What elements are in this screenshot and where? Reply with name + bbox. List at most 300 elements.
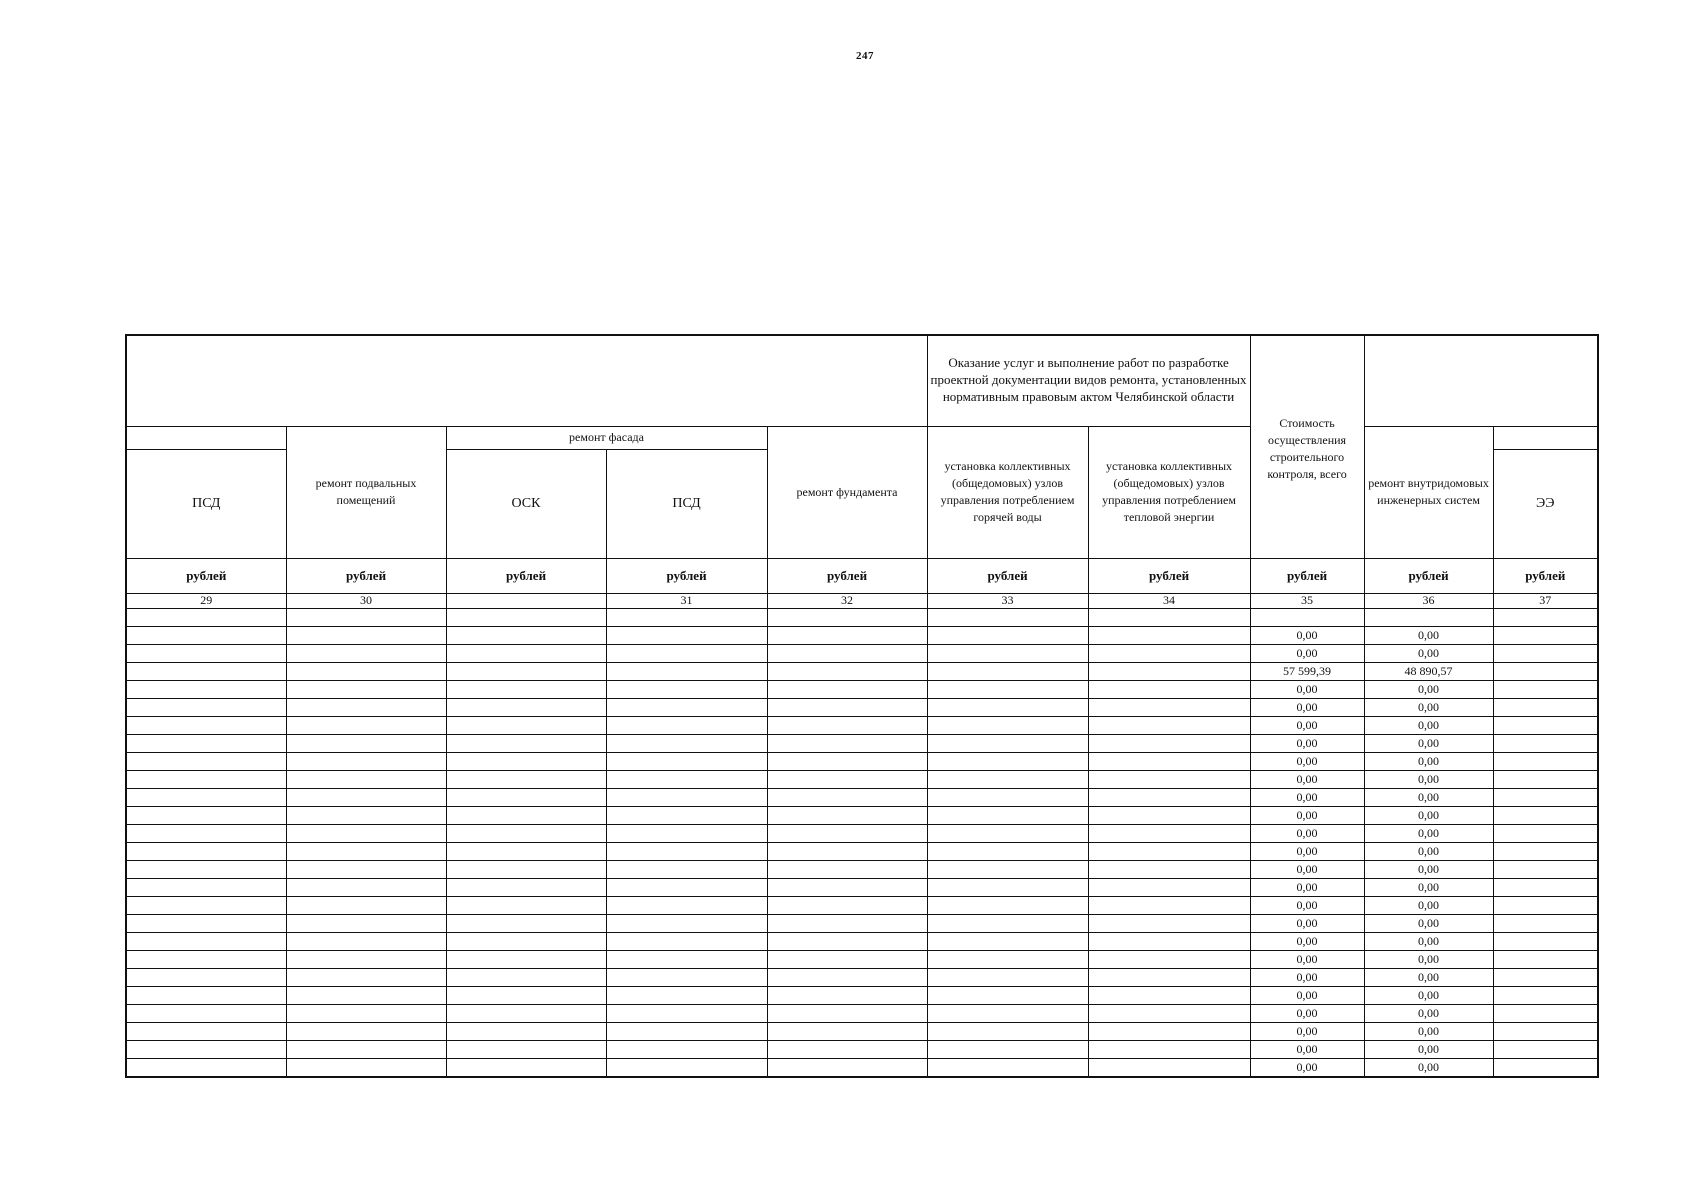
empty-cell bbox=[767, 1004, 927, 1022]
empty-cell bbox=[286, 878, 446, 896]
empty-cell bbox=[767, 986, 927, 1004]
empty-cell bbox=[446, 752, 606, 770]
internal-systems-value: 0,00 bbox=[1364, 968, 1493, 986]
empty-cell bbox=[126, 698, 286, 716]
empty-cell bbox=[1493, 968, 1598, 986]
empty-cell bbox=[767, 842, 927, 860]
empty-cell bbox=[446, 932, 606, 950]
empty-cell bbox=[446, 734, 606, 752]
unit-cell: рублей bbox=[1493, 558, 1598, 593]
empty-cell bbox=[606, 950, 767, 968]
empty-cell bbox=[286, 1040, 446, 1058]
empty-cell bbox=[606, 644, 767, 662]
table-row bbox=[126, 1004, 1598, 1022]
table-row bbox=[126, 896, 1598, 914]
empty-cell bbox=[1088, 986, 1250, 1004]
empty-cell bbox=[126, 788, 286, 806]
empty-cell bbox=[1493, 896, 1598, 914]
empty-cell bbox=[767, 608, 927, 626]
empty-cell bbox=[927, 986, 1088, 1004]
empty-cell bbox=[927, 842, 1088, 860]
empty-cell bbox=[446, 626, 606, 644]
internal-systems-value: 0,00 bbox=[1364, 842, 1493, 860]
empty-cell bbox=[1088, 914, 1250, 932]
header-blank-left bbox=[126, 335, 927, 426]
column-number: 36 bbox=[1364, 593, 1493, 608]
empty-cell bbox=[286, 698, 446, 716]
unit-cell: рублей bbox=[927, 558, 1088, 593]
empty-cell bbox=[1088, 680, 1250, 698]
empty-cell bbox=[767, 824, 927, 842]
empty-cell bbox=[1088, 878, 1250, 896]
empty-cell bbox=[286, 1058, 446, 1077]
internal-systems-value: 0,00 bbox=[1364, 1004, 1493, 1022]
empty-cell bbox=[126, 734, 286, 752]
empty-cell bbox=[446, 788, 606, 806]
empty-cell bbox=[1088, 734, 1250, 752]
empty-cell bbox=[767, 1058, 927, 1077]
table-row bbox=[126, 932, 1598, 950]
construction-control-value: 0,00 bbox=[1250, 1004, 1364, 1022]
table-row bbox=[126, 734, 1598, 752]
empty-cell bbox=[606, 608, 767, 626]
empty-cell bbox=[767, 878, 927, 896]
header-psd: ПСД bbox=[126, 449, 286, 558]
internal-systems-value: 0,00 bbox=[1364, 1022, 1493, 1040]
empty-cell bbox=[1493, 1040, 1598, 1058]
empty-cell bbox=[927, 878, 1088, 896]
empty-cell bbox=[446, 878, 606, 896]
empty-cell bbox=[126, 950, 286, 968]
empty-cell bbox=[606, 968, 767, 986]
empty-cell bbox=[927, 698, 1088, 716]
table-row bbox=[126, 662, 1598, 680]
empty-cell bbox=[1493, 608, 1598, 626]
empty-cell bbox=[767, 968, 927, 986]
empty-cell bbox=[126, 932, 286, 950]
internal-systems-value: 0,00 bbox=[1364, 680, 1493, 698]
header-ee: ЭЭ bbox=[1493, 449, 1598, 558]
table-row bbox=[126, 914, 1598, 932]
empty-cell bbox=[126, 608, 286, 626]
empty-cell bbox=[1493, 1058, 1598, 1077]
internal-systems-value: 0,00 bbox=[1364, 986, 1493, 1004]
construction-control-value: 0,00 bbox=[1250, 752, 1364, 770]
empty-cell bbox=[1493, 716, 1598, 734]
header-facade-group: ремонт фасада bbox=[446, 426, 767, 449]
empty-cell bbox=[767, 770, 927, 788]
empty-cell bbox=[446, 824, 606, 842]
empty-cell bbox=[1493, 1022, 1598, 1040]
internal-systems-value: 0,00 bbox=[1364, 752, 1493, 770]
empty-cell bbox=[927, 734, 1088, 752]
empty-cell bbox=[927, 680, 1088, 698]
empty-cell bbox=[446, 842, 606, 860]
empty-cell bbox=[767, 662, 927, 680]
empty-cell bbox=[126, 1058, 286, 1077]
empty-cell bbox=[1493, 842, 1598, 860]
empty-cell bbox=[446, 644, 606, 662]
empty-cell bbox=[126, 860, 286, 878]
table-body bbox=[126, 608, 1598, 1077]
column-number: 33 bbox=[927, 593, 1088, 608]
empty-cell bbox=[606, 878, 767, 896]
unit-cell: рублей bbox=[126, 558, 286, 593]
empty-cell bbox=[286, 896, 446, 914]
empty-cell bbox=[927, 770, 1088, 788]
empty-cell bbox=[286, 626, 446, 644]
empty-cell bbox=[1088, 842, 1250, 860]
empty-cell bbox=[446, 698, 606, 716]
empty-cell bbox=[126, 914, 286, 932]
empty-cell bbox=[767, 1022, 927, 1040]
empty-cell bbox=[126, 662, 286, 680]
construction-control-value: 0,00 bbox=[1250, 716, 1364, 734]
construction-control-value: 0,00 bbox=[1250, 1040, 1364, 1058]
construction-control-value bbox=[1250, 608, 1364, 626]
empty-cell bbox=[446, 1004, 606, 1022]
column-number: 30 bbox=[286, 593, 446, 608]
empty-cell bbox=[1088, 1004, 1250, 1022]
internal-systems-value: 0,00 bbox=[1364, 626, 1493, 644]
empty-cell bbox=[1493, 932, 1598, 950]
empty-cell bbox=[606, 842, 767, 860]
empty-cell bbox=[126, 644, 286, 662]
internal-systems-value: 0,00 bbox=[1364, 734, 1493, 752]
header-facade-osk: ОСК bbox=[446, 449, 606, 558]
empty-cell bbox=[767, 896, 927, 914]
empty-cell bbox=[126, 968, 286, 986]
table-row bbox=[126, 770, 1598, 788]
empty-cell bbox=[1088, 950, 1250, 968]
empty-cell bbox=[126, 842, 286, 860]
unit-cell: рублей bbox=[1088, 558, 1250, 593]
construction-control-value: 0,00 bbox=[1250, 734, 1364, 752]
empty-cell bbox=[1493, 734, 1598, 752]
table-row bbox=[126, 860, 1598, 878]
empty-cell bbox=[927, 644, 1088, 662]
empty-cell bbox=[126, 878, 286, 896]
empty-cell bbox=[446, 968, 606, 986]
construction-control-value: 0,00 bbox=[1250, 842, 1364, 860]
empty-cell bbox=[1088, 626, 1250, 644]
table-row bbox=[126, 986, 1598, 1004]
empty-cell bbox=[1493, 914, 1598, 932]
empty-cell bbox=[446, 860, 606, 878]
empty-cell bbox=[286, 716, 446, 734]
empty-cell bbox=[446, 770, 606, 788]
empty-cell bbox=[606, 716, 767, 734]
empty-cell bbox=[606, 806, 767, 824]
empty-cell bbox=[286, 680, 446, 698]
empty-cell bbox=[1493, 860, 1598, 878]
table-row bbox=[126, 878, 1598, 896]
empty-cell bbox=[286, 914, 446, 932]
empty-cell bbox=[446, 1058, 606, 1077]
empty-cell bbox=[1088, 770, 1250, 788]
header-heat: установка коллективных (общедомовых) узлов управления потреблением тепловой энергии bbox=[1088, 426, 1250, 558]
cost-table bbox=[125, 334, 1599, 1078]
empty-cell bbox=[927, 860, 1088, 878]
empty-cell bbox=[286, 1022, 446, 1040]
unit-cell: рублей bbox=[1364, 558, 1493, 593]
internal-systems-value: 0,00 bbox=[1364, 1058, 1493, 1077]
construction-control-value: 0,00 bbox=[1250, 932, 1364, 950]
unit-cell: рублей bbox=[286, 558, 446, 593]
empty-cell bbox=[606, 698, 767, 716]
empty-cell bbox=[927, 788, 1088, 806]
column-number: 35 bbox=[1250, 593, 1364, 608]
empty-cell bbox=[1493, 824, 1598, 842]
empty-cell bbox=[927, 662, 1088, 680]
empty-cell bbox=[286, 860, 446, 878]
empty-cell bbox=[1088, 644, 1250, 662]
table-row bbox=[126, 968, 1598, 986]
empty-cell bbox=[606, 734, 767, 752]
empty-cell bbox=[606, 1058, 767, 1077]
empty-cell bbox=[446, 914, 606, 932]
header-blank-psd bbox=[126, 426, 286, 449]
empty-cell bbox=[606, 680, 767, 698]
empty-cell bbox=[1088, 608, 1250, 626]
header-foundation: ремонт фундамента bbox=[767, 426, 927, 558]
empty-cell bbox=[126, 626, 286, 644]
internal-systems-value: 0,00 bbox=[1364, 896, 1493, 914]
empty-cell bbox=[606, 914, 767, 932]
header-blank-right bbox=[1364, 335, 1598, 426]
internal-systems-value: 0,00 bbox=[1364, 878, 1493, 896]
empty-cell bbox=[927, 932, 1088, 950]
header-construction-control bbox=[1250, 335, 1364, 558]
construction-control-value: 0,00 bbox=[1250, 680, 1364, 698]
header-hot-water: установка коллективных (общедомовых) узлов управления потреблением горячей воды bbox=[927, 426, 1088, 558]
construction-control-value: 0,00 bbox=[1250, 986, 1364, 1004]
empty-cell bbox=[1088, 1040, 1250, 1058]
empty-cell bbox=[286, 986, 446, 1004]
table-row bbox=[126, 824, 1598, 842]
internal-systems-value: 0,00 bbox=[1364, 860, 1493, 878]
table-row bbox=[126, 698, 1598, 716]
header-blank-ee bbox=[1493, 426, 1598, 449]
empty-cell bbox=[446, 1022, 606, 1040]
empty-cell bbox=[767, 914, 927, 932]
empty-cell bbox=[1493, 950, 1598, 968]
empty-cell bbox=[1088, 806, 1250, 824]
internal-systems-value: 0,00 bbox=[1364, 644, 1493, 662]
empty-cell bbox=[767, 626, 927, 644]
table-row bbox=[126, 1022, 1598, 1040]
empty-cell bbox=[767, 806, 927, 824]
empty-cell bbox=[1088, 932, 1250, 950]
empty-cell bbox=[126, 1004, 286, 1022]
empty-cell bbox=[1493, 752, 1598, 770]
internal-systems-value: 0,00 bbox=[1364, 788, 1493, 806]
empty-cell bbox=[126, 752, 286, 770]
empty-cell bbox=[1088, 968, 1250, 986]
empty-cell bbox=[126, 716, 286, 734]
table-row bbox=[126, 644, 1598, 662]
empty-cell bbox=[606, 1004, 767, 1022]
column-number: 31 bbox=[606, 593, 767, 608]
header-basement: ремонт подвальных помещений bbox=[286, 426, 446, 558]
empty-cell bbox=[126, 824, 286, 842]
internal-systems-value: 0,00 bbox=[1364, 914, 1493, 932]
empty-cell bbox=[446, 662, 606, 680]
construction-control-value: 57 599,39 bbox=[1250, 662, 1364, 680]
table-row bbox=[126, 680, 1598, 698]
empty-cell bbox=[927, 716, 1088, 734]
empty-cell bbox=[606, 662, 767, 680]
construction-control-value: 0,00 bbox=[1250, 914, 1364, 932]
empty-cell bbox=[286, 968, 446, 986]
empty-cell bbox=[446, 608, 606, 626]
construction-control-value: 0,00 bbox=[1250, 878, 1364, 896]
construction-control-value: 0,00 bbox=[1250, 626, 1364, 644]
empty-cell bbox=[446, 716, 606, 734]
empty-cell bbox=[1493, 806, 1598, 824]
construction-control-value: 0,00 bbox=[1250, 896, 1364, 914]
table-row bbox=[126, 806, 1598, 824]
header-internal-systems: ремонт внутридомовых инженерных систем bbox=[1364, 426, 1493, 558]
empty-cell bbox=[286, 788, 446, 806]
empty-cell bbox=[606, 626, 767, 644]
construction-control-value: 0,00 bbox=[1250, 770, 1364, 788]
empty-cell bbox=[767, 950, 927, 968]
column-number: 32 bbox=[767, 593, 927, 608]
table-row bbox=[126, 950, 1598, 968]
empty-cell bbox=[1088, 824, 1250, 842]
column-number: 34 bbox=[1088, 593, 1250, 608]
empty-cell bbox=[286, 932, 446, 950]
empty-cell bbox=[446, 986, 606, 1004]
empty-cell bbox=[286, 752, 446, 770]
table-row bbox=[126, 716, 1598, 734]
empty-cell bbox=[1088, 698, 1250, 716]
empty-cell bbox=[126, 896, 286, 914]
internal-systems-value bbox=[1364, 608, 1493, 626]
empty-cell bbox=[1088, 860, 1250, 878]
empty-cell bbox=[767, 1040, 927, 1058]
internal-systems-value: 0,00 bbox=[1364, 716, 1493, 734]
empty-cell bbox=[606, 932, 767, 950]
empty-cell bbox=[606, 1040, 767, 1058]
table-row bbox=[126, 626, 1598, 644]
construction-control-value: 0,00 bbox=[1250, 788, 1364, 806]
empty-cell bbox=[126, 680, 286, 698]
internal-systems-value: 0,00 bbox=[1364, 1040, 1493, 1058]
empty-cell bbox=[1493, 698, 1598, 716]
header-facade-psd: ПСД bbox=[606, 449, 767, 558]
table-row bbox=[126, 788, 1598, 806]
empty-cell bbox=[606, 824, 767, 842]
construction-control-value: 0,00 bbox=[1250, 806, 1364, 824]
construction-control-value: 0,00 bbox=[1250, 968, 1364, 986]
empty-cell bbox=[1493, 680, 1598, 698]
header-construction-control-label: Стоимость осуществления строительного контроля, всего bbox=[1267, 416, 1347, 481]
empty-cell bbox=[446, 896, 606, 914]
empty-cell bbox=[927, 806, 1088, 824]
empty-cell bbox=[927, 896, 1088, 914]
column-number bbox=[446, 593, 606, 608]
empty-cell bbox=[606, 1022, 767, 1040]
empty-cell bbox=[126, 806, 286, 824]
empty-cell bbox=[286, 824, 446, 842]
empty-cell bbox=[1088, 788, 1250, 806]
empty-cell bbox=[286, 608, 446, 626]
empty-cell bbox=[927, 824, 1088, 842]
empty-cell bbox=[606, 860, 767, 878]
empty-cell bbox=[767, 644, 927, 662]
unit-cell: рублей bbox=[767, 558, 927, 593]
empty-cell bbox=[286, 770, 446, 788]
empty-cell bbox=[1088, 662, 1250, 680]
empty-cell bbox=[1493, 770, 1598, 788]
construction-control-value: 0,00 bbox=[1250, 644, 1364, 662]
empty-cell bbox=[927, 968, 1088, 986]
empty-cell bbox=[927, 950, 1088, 968]
internal-systems-value: 0,00 bbox=[1364, 698, 1493, 716]
empty-cell bbox=[1088, 716, 1250, 734]
construction-control-value: 0,00 bbox=[1250, 1022, 1364, 1040]
empty-cell bbox=[927, 752, 1088, 770]
empty-cell bbox=[767, 734, 927, 752]
header-psd-group: Оказание услуг и выполнение работ по разработке проектной документации видов ремонта, установленных нормативным правовым актом Челябинской области bbox=[927, 335, 1250, 426]
empty-cell bbox=[286, 842, 446, 860]
table-row bbox=[126, 1058, 1598, 1077]
empty-cell bbox=[927, 1058, 1088, 1077]
internal-systems-value: 0,00 bbox=[1364, 806, 1493, 824]
column-number: 29 bbox=[126, 593, 286, 608]
empty-cell bbox=[606, 752, 767, 770]
empty-cell bbox=[1088, 752, 1250, 770]
empty-cell bbox=[1493, 1004, 1598, 1022]
empty-cell bbox=[446, 1040, 606, 1058]
empty-cell bbox=[606, 986, 767, 1004]
empty-cell bbox=[767, 752, 927, 770]
empty-cell bbox=[1493, 626, 1598, 644]
unit-cell: рублей bbox=[446, 558, 606, 593]
unit-cell: рублей bbox=[606, 558, 767, 593]
empty-cell bbox=[286, 1004, 446, 1022]
empty-cell bbox=[767, 788, 927, 806]
construction-control-value: 0,00 bbox=[1250, 824, 1364, 842]
construction-control-value: 0,00 bbox=[1250, 950, 1364, 968]
empty-cell bbox=[1088, 1058, 1250, 1077]
empty-cell bbox=[1493, 662, 1598, 680]
column-number: 37 bbox=[1493, 593, 1598, 608]
empty-cell bbox=[767, 680, 927, 698]
empty-cell bbox=[606, 788, 767, 806]
empty-cell bbox=[606, 770, 767, 788]
internal-systems-value: 0,00 bbox=[1364, 770, 1493, 788]
construction-control-value: 0,00 bbox=[1250, 1058, 1364, 1077]
empty-cell bbox=[1493, 644, 1598, 662]
empty-cell bbox=[927, 626, 1088, 644]
empty-cell bbox=[126, 770, 286, 788]
internal-systems-value: 0,00 bbox=[1364, 824, 1493, 842]
empty-cell bbox=[1088, 896, 1250, 914]
empty-cell bbox=[446, 806, 606, 824]
empty-cell bbox=[606, 896, 767, 914]
empty-cell bbox=[446, 680, 606, 698]
table-row bbox=[126, 842, 1598, 860]
empty-cell bbox=[927, 1004, 1088, 1022]
empty-cell bbox=[767, 860, 927, 878]
construction-control-value: 0,00 bbox=[1250, 860, 1364, 878]
empty-cell bbox=[927, 1040, 1088, 1058]
empty-cell bbox=[446, 950, 606, 968]
empty-cell bbox=[1493, 986, 1598, 1004]
